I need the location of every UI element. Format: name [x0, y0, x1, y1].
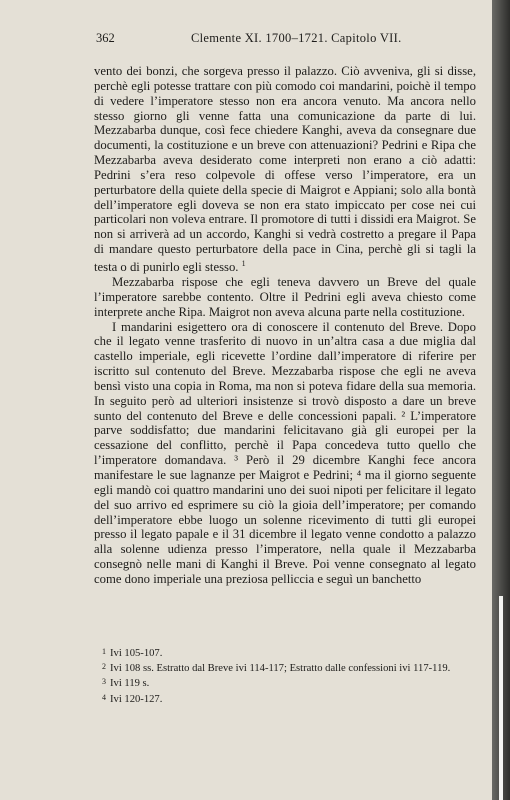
- footnote-text: Ivi 120-127.: [110, 693, 163, 705]
- footnote-number: 4: [102, 692, 106, 702]
- page-number: 362: [96, 31, 115, 45]
- footnote-number: 1: [102, 647, 106, 656]
- footnote-number: 3: [102, 677, 106, 687]
- footnote-text: Ivi 108 ss. Estratto dal Breve ivi 114-117; Estratto dalle confessioni ivi 117-119.: [110, 663, 451, 675]
- paragraph-text: I mandarini esigettero ora di conoscere il contenuto del Breve. Dopo che il legato venne trasferito di nuovo in un’altra casa a due miglia dal castello imperiale, egli ricevette l’ordine dall’imperatore di riferire per iscritto sul contenuto del Breve. Mezzabarba rispose che egli ne aveva bensì visto una copia in Roma, ma non si poteva fidare della sua memoria. In seguito però ad ulteriori insistenze si trovò disposto a dare un breve sunto del contenuto del Breve e delle concessioni papali. ² L’imperatore parve soddisfatto; due mandarini felicitavano già gli europei per la cessazione del conflitto, perchè il Papa concedeva tutto quello che l’imperatore domandava. ³ Però il 29 dicembre Kanghi fece ancora manifestare le sue lagnanze per Maigrot e Pedrini; ⁴ ma il giorno seguente egli mandò coi quattro mandarini uno dei suoi nipoti per felicitare il legato del suo arrivo ed esprimere su ciò la gioia dell’imperatore; per comando dell’imperatore ebbe luogo un solenne ricevimento di tutti gli europei presso il legato papale e il 31 dicembre il legato venne condotto a palazzo alla solenne udienza presso l’imperatore, nella quale il Mezzabarba consegnò nelle mani di Kanghi il Breve. Poi venne consegnato al legato come dono imperiale una preziosa pelliccia e seguì un banchetto: [94, 319, 476, 586]
- paragraph: [94, 64, 476, 275]
- paragraph-text: Mezzabarba rispose che egli teneva davvero un Breve del quale l’imperatore sarebbe contento. Oltre il Pedrini egli aveva chiesto come interprete anche Ripa. Maigrot non aveva alcuna parte nella costituzione.: [94, 275, 476, 319]
- paragraph: [94, 275, 476, 320]
- footnote-ref: 1: [241, 258, 246, 268]
- paragraph-text: vento dei bonzi, che sorgeva presso il palazzo. Ciò avveniva, gli si disse, perchè egli potesse trattare con più comodo coi mandarini, poichè il tempo di vedere l’imperatore stesso non era ancora venuto. Ma ancora nello stesso giorno gli venne fatta una comunicazione da parte di lui. Mezzabarba dunque, così fece chiedere Kanghi, aveva da consegnare due documenti, la costituzione e un breve con attenuazioni? Pedrini e Ripa che Mezzabarba aveva desiderato come interpreti non erano a ciò adatti: Pedrini s’era reso colpevole di offese verso l’imperatore, era un perturbatore della quiete della specie di Maigrot e Appiani; solo alla bontà dell’imperatore egli doveva se non era stato impiccato per cose nei cui particolari non voleva entrare. Il promotore di tutti i dissidi era Maigrot. Se non si arriverà ad un accordo, Kanghi si vedrà costretto a pregare il Papa di mandare questo perturbatore della pace in Cina, perchè gli si tagli la testa o di punirlo egli stesso.: [94, 64, 476, 275]
- footnote-separator: [96, 636, 476, 637]
- footnote: [96, 691, 476, 706]
- footnote: [96, 675, 476, 690]
- page-header: [96, 30, 474, 46]
- running-title: Clemente XI. 1700–1721. Capitolo VII.: [191, 31, 402, 45]
- footnote-text: Ivi 105-107.: [110, 648, 163, 659]
- footnote: [96, 660, 476, 675]
- page-edge-marker: [499, 596, 503, 800]
- footnote: [96, 645, 476, 660]
- footnote-text: Ivi 119 s.: [110, 678, 150, 690]
- footnotes: [96, 645, 476, 706]
- footnote-number: 2: [102, 662, 106, 672]
- body-text: [94, 64, 476, 587]
- paragraph: [94, 320, 476, 587]
